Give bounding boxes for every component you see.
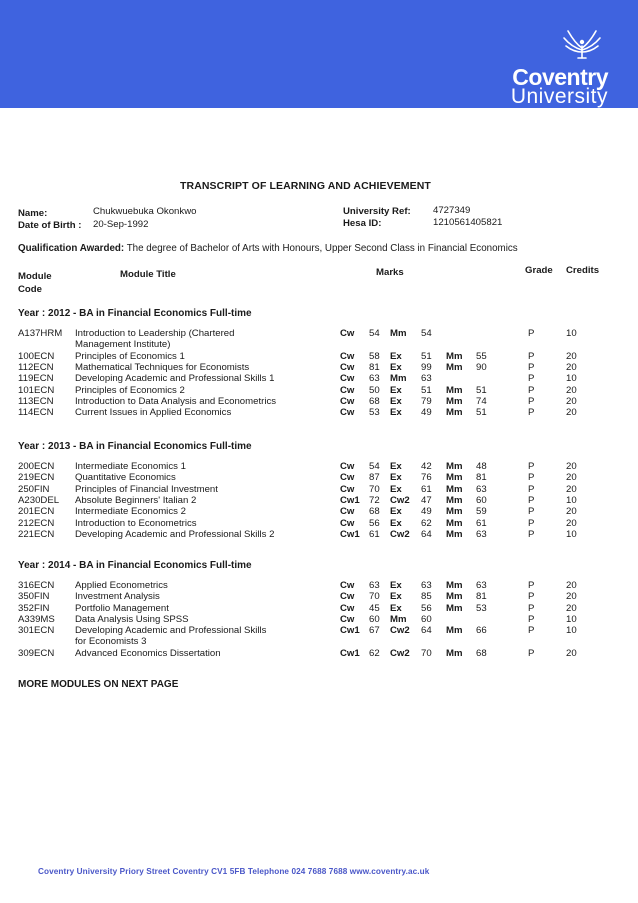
table-row xyxy=(0,328,638,350)
mark-label: Ex xyxy=(390,361,402,373)
more-modules-note: MORE MODULES ON NEXT PAGE xyxy=(18,679,179,690)
page-title: TRANSCRIPT OF LEARNING AND ACHIEVEMENT xyxy=(180,180,431,192)
grade-value: P xyxy=(528,384,535,396)
module-code: 352FIN xyxy=(18,602,50,614)
mark-label: Cw xyxy=(340,384,355,396)
mark-value: 54 xyxy=(369,461,380,472)
mark-label: Cw2 xyxy=(390,625,410,637)
module-code: A230DEL xyxy=(18,494,60,506)
mark-value: 51 xyxy=(476,407,487,419)
mark-value: 54 xyxy=(421,328,432,339)
mark-value: 63 xyxy=(476,528,487,540)
module-title: Developing Academic and Professional Skills xyxy=(75,625,267,637)
mark-label: Cw2 xyxy=(390,494,410,506)
mark-value: 63 xyxy=(369,580,380,591)
mark-label: Mm xyxy=(446,384,463,396)
mark-label: Cw xyxy=(340,395,355,407)
module-code: 316ECN xyxy=(18,580,55,591)
module-title: Principles of Economics 1 xyxy=(75,350,185,362)
year-heading: Year : 2014 - BA in Financial Economics Full-time xyxy=(18,560,252,571)
mark-value: 49 xyxy=(421,407,432,419)
mark-value: 61 xyxy=(476,517,487,529)
table-row xyxy=(0,580,638,592)
mark-label: Ex xyxy=(390,580,402,591)
table-row xyxy=(0,529,638,541)
mark-label: Cw1 xyxy=(340,494,360,506)
mark-value: 61 xyxy=(421,483,432,495)
mark-label: Ex xyxy=(390,407,402,419)
table-row xyxy=(0,472,638,484)
grade-value: P xyxy=(528,613,535,625)
mark-value: 70 xyxy=(421,647,432,659)
module-title: Data Analysis Using SPSS xyxy=(75,613,189,625)
mark-label: Mm xyxy=(446,395,463,407)
table-row xyxy=(0,625,638,648)
credits-value: 10 xyxy=(566,373,577,385)
module-title-cont: for Economists 3 xyxy=(75,636,147,648)
grade-value: P xyxy=(528,580,535,591)
mark-label: Cw xyxy=(340,517,355,529)
hesa-value: 1210561405821 xyxy=(433,217,503,228)
logo-line1: Coventry xyxy=(512,64,608,90)
logo-line2: University xyxy=(510,85,608,108)
mark-value: 99 xyxy=(421,361,432,373)
module-title: Principles of Financial Investment xyxy=(75,483,218,495)
mark-value: 51 xyxy=(421,350,432,362)
mark-value: 63 xyxy=(476,483,487,495)
credits-value: 10 xyxy=(566,494,577,506)
col-marks: Marks xyxy=(376,267,404,278)
mark-label: Cw xyxy=(340,613,355,625)
mark-value: 64 xyxy=(421,528,432,540)
mark-value: 70 xyxy=(369,591,380,603)
dob-label: Date of Birth : xyxy=(18,220,82,231)
module-title: Intermediate Economics 2 xyxy=(75,506,186,518)
grade-value: P xyxy=(528,528,535,540)
credits-value: 20 xyxy=(566,350,577,362)
mark-label: Ex xyxy=(390,384,402,396)
mark-label: Mm xyxy=(446,483,463,495)
mark-value: 50 xyxy=(369,384,380,396)
module-title: Investment Analysis xyxy=(75,591,160,603)
module-title: Mathematical Techniques for Economists xyxy=(75,361,250,373)
credits-value: 20 xyxy=(566,395,577,407)
footer-address: Coventry University Priory Street Coventry CV1 5FB Telephone 024 7688 7688 www.coventry.ac.uk xyxy=(38,867,430,876)
mark-label: Mm xyxy=(446,647,463,659)
mark-value: 53 xyxy=(369,407,380,419)
mark-value: 74 xyxy=(476,395,487,407)
mark-value: 68 xyxy=(369,395,380,407)
module-code: 114ECN xyxy=(18,407,54,419)
grade-value: P xyxy=(528,506,535,518)
mark-label: Ex xyxy=(390,591,402,603)
module-code: 250FIN xyxy=(18,483,50,495)
grade-value: P xyxy=(528,517,535,529)
mark-value: 63 xyxy=(476,580,487,591)
table-row xyxy=(0,648,638,660)
credits-value: 20 xyxy=(566,517,577,529)
grade-value: P xyxy=(528,472,535,484)
module-code: 101ECN xyxy=(18,384,55,396)
module-title-cont: Management Institute) xyxy=(75,339,171,350)
module-title: Developing Academic and Professional Skills 1 xyxy=(75,373,275,385)
mark-label: Cw xyxy=(340,328,355,339)
credits-value: 20 xyxy=(566,384,577,396)
grade-value: P xyxy=(528,602,535,614)
mark-value: 68 xyxy=(476,647,487,659)
credits-value: 10 xyxy=(566,625,577,637)
table-row xyxy=(0,591,638,603)
mark-value: 47 xyxy=(421,494,432,506)
mark-label: Cw xyxy=(340,580,355,591)
mark-value: 60 xyxy=(476,494,487,506)
mark-label: Cw1 xyxy=(340,528,360,540)
mark-value: 63 xyxy=(369,373,380,385)
table-row xyxy=(0,373,638,385)
mark-value: 59 xyxy=(476,506,487,518)
module-title: Principles of Economics 2 xyxy=(75,384,185,396)
module-title: Portfolio Management xyxy=(75,602,169,614)
credits-value: 20 xyxy=(566,591,577,603)
module-code: 100ECN xyxy=(18,350,55,362)
credits-value: 20 xyxy=(566,483,577,495)
mark-value: 42 xyxy=(421,461,432,472)
mark-label: Cw xyxy=(340,506,355,518)
module-title: Intermediate Economics 1 xyxy=(75,461,186,472)
mark-label: Ex xyxy=(390,472,402,484)
mark-value: 63 xyxy=(421,373,432,385)
mark-label: Cw2 xyxy=(390,647,410,659)
mark-label: Mm xyxy=(390,328,407,339)
col-title: Module Title xyxy=(120,269,176,280)
module-code: 309ECN xyxy=(18,647,55,659)
module-title: Quantitative Economics xyxy=(75,472,176,484)
grade-value: P xyxy=(528,483,535,495)
module-title: Advanced Economics Dissertation xyxy=(75,647,221,659)
mark-label: Mm xyxy=(446,361,463,373)
credits-value: 20 xyxy=(566,472,577,484)
year-heading: Year : 2013 - BA in Financial Economics Full-time xyxy=(18,441,252,452)
mark-label: Mm xyxy=(446,472,463,484)
mark-label: Mm xyxy=(446,506,463,518)
mark-value: 76 xyxy=(421,472,432,484)
mark-value: 62 xyxy=(421,517,432,529)
module-title: Introduction to Data Analysis and Econometrics xyxy=(75,395,277,407)
mark-label: Cw xyxy=(340,361,355,373)
grade-value: P xyxy=(528,350,535,362)
mark-label: Mm xyxy=(446,602,463,614)
mark-value: 81 xyxy=(476,591,487,603)
grade-value: P xyxy=(528,494,535,506)
grade-value: P xyxy=(528,407,535,419)
credits-value: 20 xyxy=(566,506,577,518)
col-code: Code xyxy=(18,284,42,295)
mark-label: Cw xyxy=(340,591,355,603)
mark-value: 49 xyxy=(421,506,432,518)
mark-value: 79 xyxy=(421,395,432,407)
table-row xyxy=(0,518,638,530)
mark-value: 68 xyxy=(369,506,380,518)
module-title: Current Issues in Applied Economics xyxy=(75,407,232,419)
grade-value: P xyxy=(528,373,535,385)
module-title: Introduction to Leadership (Chartered xyxy=(75,328,235,339)
module-title: Applied Econometrics xyxy=(75,580,168,591)
mark-value: 51 xyxy=(476,384,487,396)
mark-value: 62 xyxy=(369,647,380,659)
mark-label: Mm xyxy=(446,350,463,362)
table-row xyxy=(0,385,638,397)
mark-value: 45 xyxy=(369,602,380,614)
table-row xyxy=(0,614,638,626)
module-code: 219ECN xyxy=(18,472,55,484)
mark-label: Ex xyxy=(390,483,402,495)
mark-value: 55 xyxy=(476,350,487,362)
mark-value: 67 xyxy=(369,625,380,637)
table-row xyxy=(0,603,638,615)
credits-value: 10 xyxy=(566,528,577,540)
credits-value: 20 xyxy=(566,461,577,472)
mark-label: Ex xyxy=(390,602,402,614)
qualification xyxy=(18,243,518,254)
col-module: Module xyxy=(18,271,52,282)
mark-label: Cw xyxy=(340,602,355,614)
mark-value: 70 xyxy=(369,483,380,495)
mark-value: 64 xyxy=(421,625,432,637)
mark-value: 53 xyxy=(476,602,487,614)
mark-value: 60 xyxy=(369,613,380,625)
module-code: 113ECN xyxy=(18,395,54,407)
year-heading: Year : 2012 - BA in Financial Economics Full-time xyxy=(18,308,252,319)
mark-label: Cw xyxy=(340,373,355,385)
module-code: 301ECN xyxy=(18,625,55,637)
mark-label: Ex xyxy=(390,395,402,407)
mark-value: 56 xyxy=(421,602,432,614)
mark-value: 81 xyxy=(369,361,380,373)
mark-label: Cw1 xyxy=(340,647,360,659)
name-value: Chukwuebuka Okonkwo xyxy=(93,206,197,217)
table-row xyxy=(0,396,638,408)
module-title: Absolute Beginners' Italian 2 xyxy=(75,494,197,506)
grade-value: P xyxy=(528,591,535,603)
mark-label: Mm xyxy=(446,528,463,540)
credits-value: 20 xyxy=(566,361,577,373)
university-ref-label: University Ref: xyxy=(343,206,411,217)
col-credits: Credits xyxy=(566,265,600,276)
mark-label: Cw xyxy=(340,461,355,472)
grade-value: P xyxy=(528,361,535,373)
mark-value: 90 xyxy=(476,361,487,373)
mark-value: 56 xyxy=(369,517,380,529)
col-grade: Grade xyxy=(525,265,553,276)
mark-label: Mm xyxy=(446,625,463,637)
module-code: A137HRM xyxy=(18,328,63,339)
mark-label: Cw1 xyxy=(340,625,360,637)
credits-value: 20 xyxy=(566,407,577,419)
credits-value: 20 xyxy=(566,647,577,659)
module-code: 200ECN xyxy=(18,461,55,472)
mark-value: 72 xyxy=(369,494,380,506)
mark-label: Mm xyxy=(390,373,407,385)
mark-value: 60 xyxy=(421,613,432,625)
grade-value: P xyxy=(528,625,535,637)
credits-value: 20 xyxy=(566,602,577,614)
mark-label: Cw xyxy=(340,407,355,419)
table-row xyxy=(0,407,638,419)
module-code: 221ECN xyxy=(18,528,55,540)
mark-value: 85 xyxy=(421,591,432,603)
grade-value: P xyxy=(528,395,535,407)
mark-label: Mm xyxy=(446,407,463,419)
credits-value: 10 xyxy=(566,328,577,339)
mark-value: 87 xyxy=(369,472,380,484)
module-code: 212ECN xyxy=(18,517,55,529)
name-label: Name: xyxy=(18,208,48,219)
qualification-label: Qualification Awarded: xyxy=(18,243,125,254)
table-row xyxy=(0,484,638,496)
university-ref-value: 4727349 xyxy=(433,205,471,216)
table-row xyxy=(0,506,638,518)
mark-label: Cw xyxy=(340,472,355,484)
dob-value: 20-Sep-1992 xyxy=(93,219,149,230)
mark-value: 63 xyxy=(421,580,432,591)
module-title: Introduction to Econometrics xyxy=(75,517,197,529)
table-row xyxy=(0,351,638,363)
mark-value: 51 xyxy=(421,384,432,396)
grade-value: P xyxy=(528,647,535,659)
grade-value: P xyxy=(528,328,535,339)
mark-label: Ex xyxy=(390,350,402,362)
credits-value: 20 xyxy=(566,580,577,591)
mark-label: Cw xyxy=(340,350,355,362)
mark-label: Mm xyxy=(446,461,463,472)
mark-label: Ex xyxy=(390,461,402,472)
mark-value: 66 xyxy=(476,625,487,637)
mark-label: Mm xyxy=(390,613,407,625)
mark-label: Mm xyxy=(446,580,463,591)
qualification-value: The degree of Bachelor of Arts with Honours, Upper Second Class in Financial Economics xyxy=(126,243,518,254)
table-row xyxy=(0,461,638,473)
module-code: 350FIN xyxy=(18,591,50,603)
mark-value: 58 xyxy=(369,350,380,362)
mark-value: 81 xyxy=(476,472,487,484)
hesa-label: Hesa ID: xyxy=(343,218,382,229)
module-code: 119ECN xyxy=(18,373,54,385)
mark-label: Mm xyxy=(446,494,463,506)
credits-value: 10 xyxy=(566,613,577,625)
mark-label: Cw xyxy=(340,483,355,495)
mark-label: Ex xyxy=(390,517,402,529)
grade-value: P xyxy=(528,461,535,472)
table-row xyxy=(0,495,638,507)
mark-label: Ex xyxy=(390,506,402,518)
module-title: Developing Academic and Professional Skills 2 xyxy=(75,528,275,540)
mark-label: Mm xyxy=(446,517,463,529)
module-code: 201ECN xyxy=(18,506,55,518)
mark-value: 48 xyxy=(476,461,487,472)
module-code: 112ECN xyxy=(18,361,54,373)
mark-value: 61 xyxy=(369,528,380,540)
mark-value: 54 xyxy=(369,328,380,339)
module-code: A339MS xyxy=(18,613,55,625)
table-row xyxy=(0,362,638,374)
mark-label: Mm xyxy=(446,591,463,603)
mark-label: Cw2 xyxy=(390,528,410,540)
